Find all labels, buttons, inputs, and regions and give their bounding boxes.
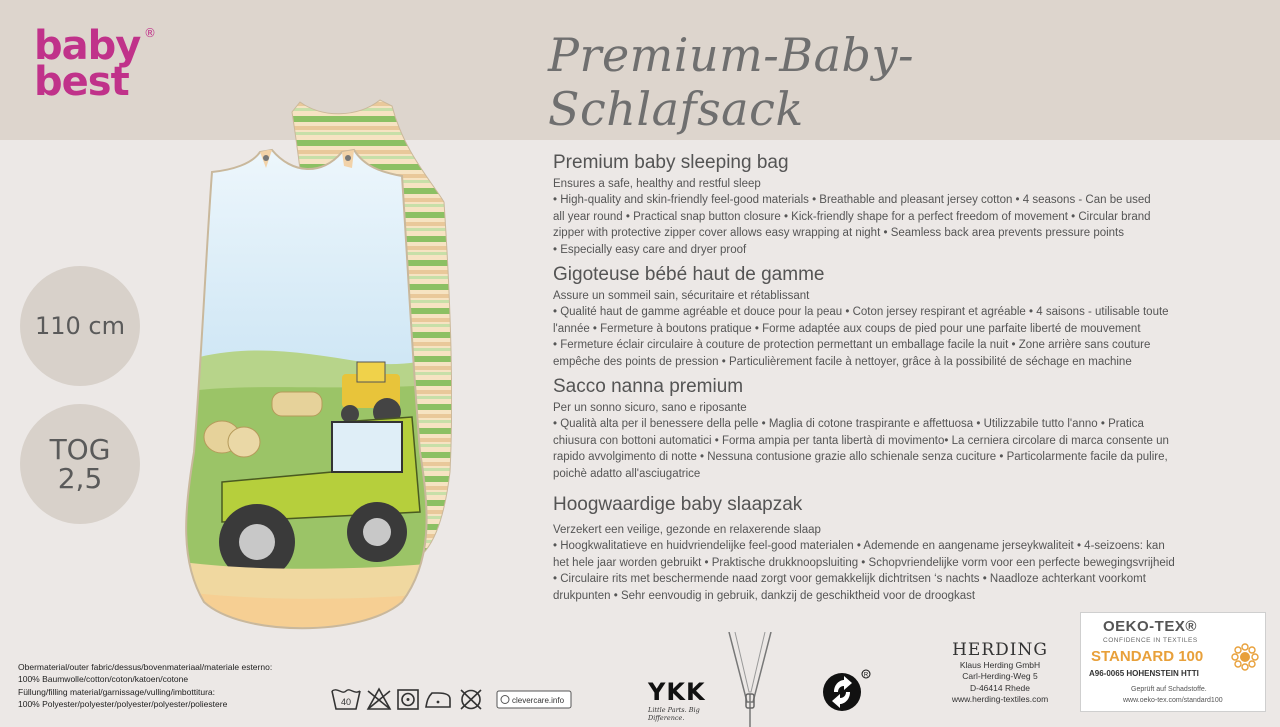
size-badge-label: 110 cm <box>34 312 125 340</box>
materials-line: 100% Polyester/polyester/polyester/polyester/poliestere <box>18 698 228 709</box>
ykk-logo-text: YKK <box>648 678 706 706</box>
herding-name: HERDING <box>952 640 1048 660</box>
body-line: • Qualité haut de gamme agréable et douce pour la peau • Coton jersey respirant et agréable • 4 saisons - utilisable toute <box>553 305 1169 318</box>
materials-line: 100% Baumwolle/cotton/coton/katoen/cotone <box>18 674 189 685</box>
body-line: • Circulaire rits met beschermende naad zorgt voor gemakkelijk dichtritsen ‘s nachts • Naadloze achterkant voorkomt <box>553 573 1146 586</box>
body-line: chiusura con bottoni automatici • Forma ampia per tanta libertà di movimento• La cerniera circolare di marca consente un <box>553 434 1169 447</box>
oeko-confidence: CONFIDENCE IN TEXTILES <box>1103 637 1198 644</box>
section-subtitle: Assure un sommeil sain, sécuritaire et rétablissant <box>553 289 810 302</box>
herding-line: www.herding-textiles.com <box>951 694 1049 705</box>
body-line: het hele jaar worden gebruikt • Praktische drukknoopsluiting • Schopvriendelijke vorm voor een perfecte bewegingsvrijheid <box>553 556 1175 569</box>
section-body <box>553 416 1265 483</box>
herding-company-info <box>920 640 1080 706</box>
body-line: • Qualità alta per il benessere della pelle • Maglia di cotone traspirante e affettuosa • Utilizzabile tutto l'anno • Pratica <box>553 417 1144 430</box>
clevercare-badge <box>497 691 571 708</box>
oeko-standard: STANDARD 100 <box>1091 648 1204 665</box>
wash-40-icon <box>332 690 360 709</box>
section-dutch <box>553 494 1265 605</box>
oeko-url: www.oeko-tex.com/standard100 <box>1123 697 1223 704</box>
section-title: Sacco nanna premium <box>553 376 744 397</box>
section-title: Gigoteuse bébé haut de gamme <box>553 264 825 285</box>
logo-registered-mark: ® <box>144 26 155 40</box>
no-dry-clean-icon <box>461 690 481 709</box>
clevercare-label: clevercare.info <box>512 696 565 705</box>
no-bleach-icon <box>368 689 390 709</box>
body-line: empêche des points de pression • Particulièrement facile à nettoyer, grâce à la possibilité de séchage en machine <box>553 355 1132 368</box>
oeko-tex-label <box>1080 612 1266 712</box>
section-french <box>553 264 1265 371</box>
iron-icon <box>426 693 450 707</box>
section-title: Hoogwaardige baby slaapzak <box>553 494 803 515</box>
oeko-note: Geprüft auf Schadstoffe. <box>1131 686 1207 693</box>
herding-line: D-46414 Rhede <box>969 682 1030 693</box>
oeko-title: OEKO-TEX® <box>1103 618 1197 635</box>
zipper-icon <box>725 632 775 727</box>
body-line: • Especially easy care and dryer proof <box>553 243 747 256</box>
section-body <box>553 304 1265 371</box>
logo-line2: best <box>34 59 129 105</box>
wash-temp-label: 40 <box>340 697 352 707</box>
body-line: • Hoogkwalitatieve en huidvriendelijke feel-good materialen • Ademende en aangename jerseykwaliteit • 4-seizoens: kan <box>553 539 1165 552</box>
section-subtitle: Ensures a safe, healthy and restful sleep <box>553 177 761 190</box>
tog-badge-value: 2,5 <box>57 462 103 495</box>
green-dot-recycling-icon <box>822 668 872 714</box>
body-line: poichè adatto all'asciugatrice <box>553 467 701 480</box>
body-line: all year round • Practical snap button closure • Kick-friendly shape for a perfect freedom of movement • Circular brand <box>553 210 1151 223</box>
materials-line: Obermaterial/outer fabric/dessus/bovenmateriaal/materiale esterno: <box>18 662 273 672</box>
body-line: • Fermeture éclair circulaire à couture de protection permettant un emballage facile la nuit • Zone arrière sans couture <box>553 339 1151 352</box>
body-line: zipper with protective zipper cover allows easy wrapping at night • Seamless back area prevents pressure points <box>553 227 1125 240</box>
body-line: drukpunten • Sehr eenvoudig in gebruik, dankzij de geschiktheid voor de droogkast <box>553 589 976 602</box>
herding-line: Klaus Herding GmbH <box>959 660 1041 670</box>
section-italian <box>553 376 1265 483</box>
page-title: Premium-Baby-Schlafsack <box>548 28 914 136</box>
materials-line: Füllung/filling material/garnissage/vulling/imbottitura: <box>18 686 216 697</box>
section-title: Premium baby sleeping bag <box>553 152 789 173</box>
tog-badge-label: TOG <box>49 432 111 466</box>
ykk-tagline: Little Parts. Big Difference. <box>648 706 700 722</box>
section-english <box>553 152 1265 259</box>
herding-line: Carl-Herding-Weg 5 <box>962 671 1038 682</box>
section-subtitle: Verzekert een veilige, gezonde en relaxerende slaap <box>553 523 821 536</box>
tog-badge <box>20 404 140 524</box>
tumble-dry-icon <box>398 690 418 709</box>
logo-line1: baby <box>34 23 141 69</box>
oeko-flower-icon <box>1229 641 1261 673</box>
section-body <box>553 192 1265 259</box>
oeko-code: A96-0065 HOHENSTEIN HTTI <box>1089 669 1199 678</box>
size-badge <box>20 266 140 386</box>
sleeping-bag-illustration <box>182 92 452 642</box>
body-line: • High-quality and skin-friendly feel-good materials • Breathable and pleasant jersey cotton • 4 seasons - Can be used <box>553 193 1151 206</box>
body-line: l'année • Fermeture à boutons pratique • Forme adaptée aux coups de pied pour une parfaite liberté de mouvement <box>553 322 1141 335</box>
section-subtitle: Per un sonno sicuro, sano e riposante <box>553 401 747 414</box>
babybest-logo <box>34 23 164 105</box>
materials-info <box>18 661 318 710</box>
body-line: rapido avvolgimento di notte • Nessuna contusione grazie allo schienale senza cuciture • Particolarmente facile da pulire, <box>553 451 1168 464</box>
care-symbols <box>330 685 575 713</box>
svg-text:R: R <box>863 672 869 679</box>
section-body <box>553 538 1265 605</box>
